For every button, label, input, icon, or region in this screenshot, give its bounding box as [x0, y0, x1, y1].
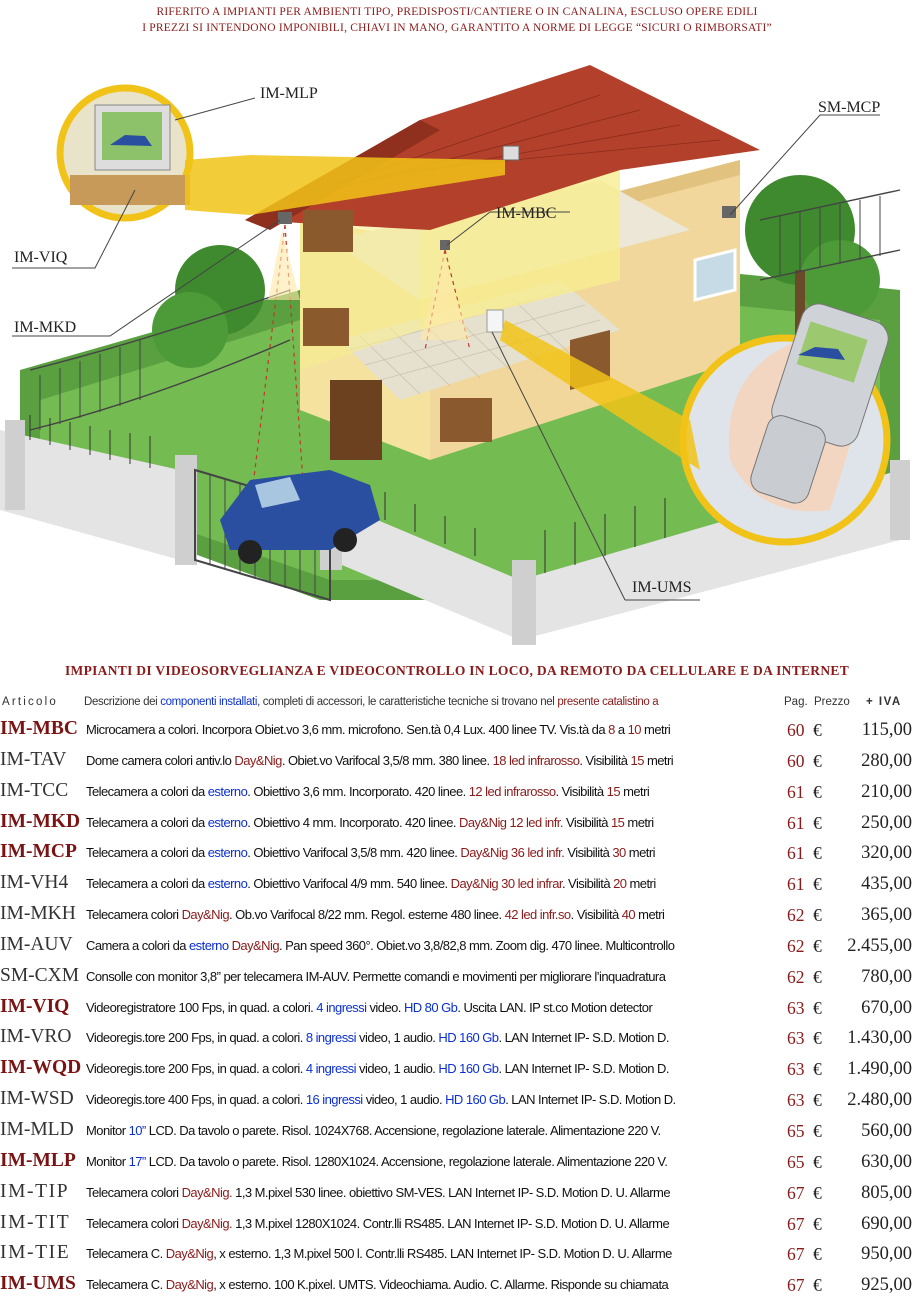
euro-sign: €	[813, 966, 822, 987]
description-segment: Day&Nig 30 led infrar	[450, 876, 562, 892]
euro-sign: €	[813, 874, 822, 895]
description-segment: Day&Nig 12 led infr.	[459, 814, 563, 830]
callout-im-ums: IM-UMS	[632, 579, 692, 596]
description-segment: . LAN Internet IP- S.D. Motion D.	[498, 1061, 669, 1077]
description-segment: Day&Nig 36 led infr.	[460, 845, 565, 861]
description-segment: Microcamera a colori. Incorpora Obiet.vo 3,6 mm. microfono. Sen.tà 0,4 Lux. 400 linee TV. Vis.tà da	[86, 722, 609, 737]
product-description	[86, 1185, 780, 1200]
description-segment: video, 1 audio.	[355, 1061, 439, 1077]
table-row	[0, 1208, 914, 1239]
description-segment: 15	[606, 783, 621, 799]
description-segment: 4 ingressi	[316, 999, 367, 1015]
catalog-page: 61	[787, 812, 805, 833]
product-code: IM-MLD	[0, 1118, 74, 1140]
catalog-page: 62	[787, 966, 805, 987]
catalog-page: 63	[787, 1090, 805, 1111]
product-code: IM-VRO	[0, 1026, 72, 1048]
description-segment: esterno	[189, 937, 229, 953]
description-segment: . Visibilità	[555, 783, 607, 799]
description-segment: 8 ingressi	[305, 1030, 356, 1046]
euro-sign: €	[813, 1028, 822, 1049]
catalog-page: 61	[787, 874, 805, 895]
description-segment: , x esterno. 1,3 M.pixel 500 l. Contr.lli RS485. LAN Internet IP- S.D. Motion D. U. Allarme	[213, 1246, 672, 1262]
header-line-1: RIFERITO A IMPIANTI PER AMBIENTI TIPO, PREDISPOSTI/CANTIERE O IN CANALINA, ESCLUSO OPERE EDILI	[156, 6, 758, 18]
description-segment: Day&Nig	[165, 1277, 214, 1293]
table-row	[0, 837, 914, 868]
description-segment: . Ob.vo Varifocal 8/22 mm. Regol. esterne 480 linee.	[229, 907, 505, 923]
description-segment: Telecamera a colori da	[86, 876, 208, 892]
product-price: 560,00	[861, 1120, 912, 1141]
product-code: IM-MCP	[0, 841, 77, 863]
description-segment: 18 led infrarosso	[492, 752, 580, 768]
table-row	[0, 745, 914, 776]
catalog-page: 62	[787, 905, 805, 926]
product-price: 1.430,00	[847, 1028, 912, 1049]
description-segment: Day&Nig	[165, 1246, 214, 1262]
column-header-descrizione	[84, 696, 658, 708]
description-segment: video.	[366, 999, 404, 1015]
description-segment: 12 led infrarosso	[468, 783, 556, 799]
product-description	[86, 1030, 780, 1045]
table-row	[0, 1084, 914, 1115]
description-segment: LCD. Da tavolo o parete. Risol. 1024X768. Accensione, regolazione laterale. Alimentazione 220 V.	[145, 1122, 661, 1138]
description-segment: video, 1 audio.	[355, 1030, 439, 1046]
description-segment: metri	[625, 845, 655, 861]
euro-sign: €	[813, 997, 822, 1018]
description-segment: Videoregistratore 100 Fps, in quad. a colori.	[86, 999, 317, 1015]
catalog-page: 63	[787, 1059, 805, 1080]
euro-sign: €	[813, 1275, 822, 1296]
description-segment: metri	[624, 814, 654, 830]
column-header-descrizione-d: presente catalistino a	[557, 696, 659, 708]
description-segment: HD 80 Gb	[403, 999, 458, 1015]
product-price: 670,00	[861, 997, 912, 1018]
description-segment: Telecamera colori	[86, 1215, 182, 1231]
description-segment: Videoregis.tore 200 Fps, in quad. a colori.	[86, 1030, 306, 1046]
product-description	[86, 1092, 780, 1107]
euro-sign: €	[813, 720, 822, 740]
description-segment: 10	[627, 722, 641, 737]
catalog-page: 63	[787, 997, 805, 1018]
description-segment: 30	[612, 845, 626, 861]
description-segment: metri	[626, 876, 656, 892]
product-code: IM-TIE	[0, 1242, 71, 1264]
description-segment: Telecamera a colori da	[86, 845, 208, 861]
description-segment: . Obiet.vo Varifocal 3,5/8 mm. 380 linee.	[281, 752, 493, 768]
product-description	[86, 1246, 780, 1261]
price-list	[0, 714, 914, 1300]
description-segment: Videoregis.tore 200 Fps, in quad. a colori.	[86, 1061, 306, 1077]
column-header-pag: Pag.	[784, 696, 808, 708]
description-segment: Telecamera a colori da	[86, 814, 208, 830]
product-description	[86, 722, 780, 737]
product-code: IM-TIP	[0, 1180, 70, 1202]
description-segment: esterno	[207, 845, 248, 861]
product-price: 2.455,00	[847, 935, 912, 956]
description-segment: Day&Nig	[228, 937, 280, 953]
description-segment: Dome camera colori antiv.lo	[86, 752, 235, 768]
description-segment: Telecamera a colori da	[86, 783, 208, 799]
table-row	[0, 961, 914, 992]
callout-im-mbc: IM-MBC	[496, 205, 557, 222]
table-row	[0, 714, 914, 745]
product-price: 320,00	[861, 843, 912, 864]
description-segment: . Obiettivo Varifocal 3,5/8 mm. 420 linee.	[247, 845, 461, 861]
description-segment: HD 160 Gb	[445, 1092, 506, 1108]
description-segment: Day&Nig	[181, 907, 230, 923]
callout-im-viq: IM-VIQ	[14, 249, 68, 266]
euro-sign: €	[813, 781, 822, 802]
description-segment: 17”	[128, 1153, 146, 1169]
header-line-2: I PREZZI SI INTENDONO IMPONIBILI, CHIAVI IN MANO, GARANTITO A NORME DI LEGGE “SICURI O RIMBORSATI”	[142, 22, 772, 34]
catalog-page: 65	[787, 1151, 805, 1172]
product-description	[86, 1000, 780, 1015]
product-description	[86, 907, 780, 922]
product-description	[86, 1216, 780, 1231]
description-segment: . Pan speed 360°. Obiet.vo 3,8/82,8 mm. Zoom dig. 470 linee. Multicontrollo	[279, 937, 675, 953]
table-row	[0, 1053, 914, 1084]
description-segment: Videoregis.tore 400 Fps, in quad. a colori.	[86, 1092, 306, 1108]
catalog-page: 65	[787, 1120, 805, 1141]
description-segment: 40	[621, 907, 636, 923]
product-description	[86, 753, 780, 768]
description-segment: . Obiettivo 3,6 mm. Incorporato. 420 linee.	[247, 783, 469, 799]
product-code: IM-TIT	[0, 1211, 71, 1233]
euro-sign: €	[813, 1213, 822, 1234]
product-description	[86, 815, 780, 830]
product-code: IM-VIQ	[0, 995, 70, 1017]
column-header-descrizione-a: Descrizione dei	[84, 696, 161, 708]
product-code: IM-WSD	[0, 1088, 74, 1110]
catalog-page: 61	[787, 843, 805, 864]
product-price: 2.480,00	[847, 1090, 912, 1111]
house-illustration	[0, 40, 914, 650]
table-row	[0, 992, 914, 1023]
description-segment: LCD. Da tavolo o parete. Risol. 1280X1024. Accensione, regolazione laterale. Alimentazione 220 V.	[145, 1153, 668, 1169]
description-segment: metri	[620, 783, 650, 799]
column-header-descrizione-c: , completi di accessori, le caratteristiche tecniche si trovano nel	[257, 696, 558, 708]
description-segment: Visibilità	[564, 845, 613, 861]
column-header-iva: + IVA	[866, 696, 902, 708]
table-row	[0, 807, 914, 838]
description-segment: metri	[635, 907, 665, 923]
product-description	[86, 938, 780, 953]
column-header-prezzo: Prezzo	[814, 696, 850, 708]
description-segment: 16 ingressi	[305, 1092, 363, 1108]
description-segment: . LAN Internet IP- S.D. Motion D.	[498, 1030, 669, 1046]
description-segment: a	[614, 722, 628, 737]
description-segment: Monitor	[86, 1153, 129, 1169]
product-code: IM-TCC	[0, 779, 69, 801]
product-code: IM-AUV	[0, 933, 73, 955]
description-segment: metri	[640, 722, 671, 737]
description-segment: 1,3 M.pixel 530 linee. obiettivo SM-VES. LAN Internet IP- S.D. Motion D. U. Allarme	[232, 1184, 671, 1200]
description-segment: 15	[611, 814, 625, 830]
description-segment: Visibilità	[562, 814, 611, 830]
description-segment: . Obiettivo Varifocal 4/9 mm. 540 linee.	[247, 876, 451, 892]
product-price: 115,00	[861, 720, 912, 740]
product-description	[86, 845, 780, 860]
euro-sign: €	[813, 1151, 822, 1172]
description-segment: Day&Nig	[234, 752, 282, 768]
product-description	[86, 1123, 780, 1138]
table-row	[0, 1238, 914, 1269]
product-price: 210,00	[861, 781, 912, 802]
euro-sign: €	[813, 843, 822, 864]
catalog-page: 61	[787, 781, 805, 802]
euro-sign: €	[813, 1090, 822, 1111]
description-segment: video, 1 audio.	[362, 1092, 446, 1108]
catalog-page: 60	[787, 720, 805, 740]
euro-sign: €	[813, 1120, 822, 1141]
table-header	[0, 694, 914, 712]
product-code: IM-WQD	[0, 1057, 82, 1079]
product-code: SM-CXM	[0, 964, 80, 986]
product-description	[86, 1277, 780, 1292]
product-description	[86, 876, 780, 891]
description-segment: Telecamera colori	[86, 1184, 182, 1200]
description-segment: 4 ingressi	[305, 1061, 356, 1077]
table-row	[0, 1022, 914, 1053]
table-row	[0, 1269, 914, 1300]
description-segment: Day&Nig.	[181, 1184, 233, 1200]
description-segment: . LAN Internet IP- S.D. Motion D.	[505, 1092, 676, 1108]
euro-sign: €	[813, 1182, 822, 1203]
column-header-articolo: Articolo	[2, 696, 58, 708]
table-row	[0, 1146, 914, 1177]
description-segment: 1,3 M.pixel 1280X1024. Contr.lli RS485. LAN Internet IP- S.D. Motion D. U. Allarme	[232, 1215, 670, 1231]
table-row	[0, 1115, 914, 1146]
product-code: IM-MKD	[0, 810, 81, 832]
description-segment: , x esterno. 100 K.pixel. UMTS. Videochiama. Audio. C. Allarme. Risponde su chiamata	[213, 1277, 669, 1293]
description-segment: Telecamera C.	[86, 1277, 166, 1293]
product-price: 1.490,00	[847, 1059, 912, 1080]
description-segment: esterno	[207, 876, 248, 892]
table-row	[0, 776, 914, 807]
product-code: IM-UMS	[0, 1273, 76, 1295]
table-row	[0, 1177, 914, 1208]
product-description	[86, 1061, 780, 1076]
product-price: 365,00	[861, 905, 912, 926]
callout-sm-mcp: SM-MCP	[818, 99, 881, 116]
product-description	[86, 784, 780, 799]
description-segment: . Obiettivo 4 mm. Incorporato. 420 linee.	[247, 814, 460, 830]
description-segment: 10”	[128, 1122, 146, 1138]
description-segment: 15	[630, 752, 644, 768]
product-price: 250,00	[861, 812, 912, 833]
product-code: IM-MBC	[0, 718, 78, 739]
description-segment: Day&Nig.	[181, 1215, 233, 1231]
description-segment: . Visibilità	[579, 752, 631, 768]
product-price: 435,00	[861, 874, 912, 895]
description-segment: . Uscita LAN. IP st.co Motion detector	[457, 999, 653, 1015]
description-segment: 20	[613, 876, 627, 892]
catalog-page: 67	[787, 1244, 805, 1265]
product-code: IM-VH4	[0, 872, 69, 894]
description-segment: HD 160 Gb	[438, 1061, 499, 1077]
description-segment: HD 160 Gb	[438, 1030, 499, 1046]
product-price: 950,00	[861, 1244, 912, 1265]
catalog-page: 63	[787, 1028, 805, 1049]
euro-sign: €	[813, 935, 822, 956]
catalog-page: 60	[787, 750, 805, 771]
table-row	[0, 930, 914, 961]
description-segment: esterno	[207, 814, 248, 830]
description-segment: Telecamera C.	[86, 1246, 166, 1262]
description-segment: Consolle con monitor 3,8” per telecamera IM-AUV. Permette comandi e movimenti per migliorare l’inquadratura	[86, 968, 666, 984]
table-row	[0, 868, 914, 899]
product-description	[86, 969, 780, 984]
description-segment: 8	[608, 722, 615, 737]
product-code: IM-MKH	[0, 903, 76, 925]
product-code: IM-MLP	[0, 1149, 76, 1171]
description-segment: metri	[643, 752, 674, 768]
callout-im-mkd: IM-MKD	[14, 319, 77, 336]
description-segment: Telecamera colori	[86, 907, 182, 923]
euro-sign: €	[813, 750, 822, 771]
product-description	[86, 1154, 780, 1169]
catalog-page: 67	[787, 1213, 805, 1234]
description-segment: esterno	[207, 783, 248, 799]
description-segment: Camera a colori da	[86, 937, 189, 953]
product-code: IM-TAV	[0, 748, 67, 770]
product-price: 280,00	[861, 750, 912, 771]
euro-sign: €	[813, 905, 822, 926]
euro-sign: €	[813, 812, 822, 833]
catalog-page: 67	[787, 1182, 805, 1203]
product-price: 805,00	[861, 1182, 912, 1203]
callout-im-mlp: IM-MLP	[260, 85, 318, 102]
euro-sign: €	[813, 1059, 822, 1080]
description-segment: . Visibilità	[561, 876, 614, 892]
product-price: 780,00	[861, 966, 912, 987]
catalog-page: 62	[787, 935, 805, 956]
description-segment: . Visibilità	[570, 907, 622, 923]
euro-sign: €	[813, 1244, 822, 1265]
product-price: 690,00	[861, 1213, 912, 1234]
section-title: IMPIANTI DI VIDEOSORVEGLIANZA E VIDEOCONTROLLO IN LOCO, DA REMOTO DA CELLULARE E DA INTERNET	[64, 663, 850, 678]
product-price: 630,00	[861, 1151, 912, 1172]
table-row	[0, 899, 914, 930]
column-header-descrizione-b: componenti installati	[160, 696, 258, 708]
product-price: 925,00	[861, 1275, 912, 1296]
catalog-page: 67	[787, 1275, 805, 1296]
description-segment: Monitor	[86, 1122, 129, 1138]
description-segment: 42 led infr.so	[504, 907, 571, 923]
